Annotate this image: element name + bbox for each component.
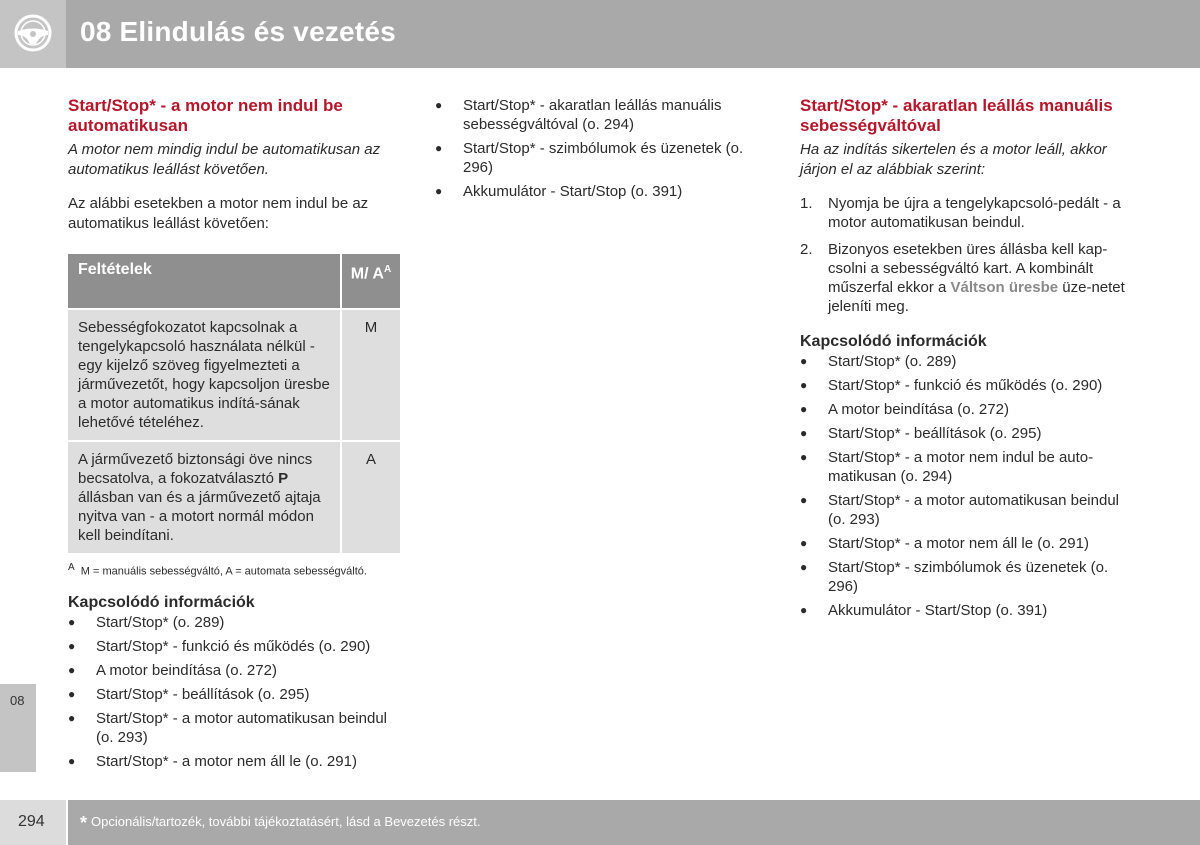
list-item[interactable]: ● Start/Stop* - funkció és működés (o. 290): [800, 376, 1140, 395]
section-heading-unintended-stop: Start/Stop* - akaratlan leállás manuális sebességváltóval: [800, 96, 1113, 135]
list-item[interactable]: ● A motor beindítása (o. 272): [800, 400, 1140, 419]
list-item[interactable]: ● Start/Stop* - akaratlan leállás manuális sebességváltóval (o. 294): [435, 96, 755, 134]
table-cell-value: M: [341, 309, 400, 441]
related-info-list: [800, 352, 1140, 620]
chapter-title: 08 Elindulás és vezetés: [80, 16, 396, 47]
column-left: [68, 96, 400, 776]
side-tab-label: 08: [10, 693, 25, 708]
table-cell-condition: Sebességfokozatot kapcsolnak a tengelykapcsoló használata nélkül - egy kijelző szöveg figyelmezteti a járművezetőt, hogy kapcsoljon üresbe a motor automatikus indítá-sának lehetővé tételéhez.: [68, 309, 341, 441]
section-intro: A motor nem mindig indul be automatikusan az automatikus leállást követően.: [68, 141, 381, 178]
list-item[interactable]: ● Start/Stop* - a motor automatikusan beindul (o. 293): [68, 709, 400, 747]
list-item[interactable]: ● Start/Stop* - funkció és működés (o. 290): [68, 637, 400, 656]
list-item[interactable]: ● Start/Stop* - szimbólumok és üzenetek (o. 296): [435, 139, 755, 177]
steering-wheel-icon: [14, 14, 52, 52]
column-right: [800, 96, 1140, 625]
display-message-text: Váltson üresbe: [950, 279, 1059, 296]
related-info-list-continued: [435, 96, 755, 201]
asterisk-marker: *: [80, 813, 88, 833]
related-info-list: [68, 613, 400, 771]
table-header-conditions: Feltételek: [68, 254, 341, 309]
section-heading-no-autostart: Start/Stop* - a motor nem indul be automatikusan: [68, 96, 343, 135]
page-header: [0, 0, 1200, 68]
table-footnote: $^A$ M = manuális sebességváltó, A = automata sebességváltó.: [68, 562, 367, 578]
list-item[interactable]: ● Start/Stop* - beállítások (o. 295): [800, 424, 1140, 443]
list-item[interactable]: ● Start/Stop* - a motor nem áll le (o. 291): [800, 534, 1140, 553]
table-row: [68, 309, 400, 441]
table-cell-condition: A járművezető biztonsági öve nincs becsatolva, a fokozatválasztó P állásban van és a járművezető ajtaja nyitva van - a motort normál módon kell beindítani.: [68, 441, 341, 553]
column-middle: [435, 96, 755, 206]
list-item[interactable]: ● Akkumulátor - Start/Stop (o. 391): [435, 182, 755, 201]
step-item: 2. Bizonyos esetekben üres állásba kell kap-csolni a sebességváltó kart. A kombinált műszerfal ekkor a Váltson üresbe üze-netet jeleníti meg.: [800, 241, 1125, 315]
page-number-box: [0, 800, 66, 845]
related-info-heading: Kapcsolódó információk: [68, 593, 255, 611]
steps-list: [800, 194, 1140, 316]
section-intro: Ha az indítás sikertelen és a motor leáll, akkor járjon el az alábbiak szerint:: [800, 141, 1107, 178]
step-item: 1. Nyomja be újra a tengelykapcsoló-pedált - a motor automatikusan beindul.: [800, 195, 1121, 231]
list-item[interactable]: ● Akkumulátor - Start/Stop (o. 391): [800, 601, 1140, 620]
related-info-heading: Kapcsolódó információk: [800, 333, 987, 350]
list-item[interactable]: ● Start/Stop* (o. 289): [800, 352, 1140, 371]
table-header-row: [68, 254, 400, 309]
table-cell-value: A: [341, 441, 400, 553]
section-body: Az alábbi esetekben a motor nem indul be az automatikus leállást követően:: [68, 195, 369, 232]
list-item[interactable]: ● Start/Stop* - a motor nem indul be auto-matikusan (o. 294): [800, 448, 1140, 486]
list-item[interactable]: ● Start/Stop* - a motor nem áll le (o. 291): [68, 752, 400, 771]
page-number: 294: [18, 813, 45, 830]
chapter-icon-box: [0, 0, 66, 68]
list-item[interactable]: ● Start/Stop* - szimbólumok és üzenetek (o. 296): [800, 558, 1140, 596]
footer-bar: [68, 800, 1200, 845]
footer-note: * Opcionális/tartozék, további tájékoztatásért, lásd a Bevezetés részt.: [80, 813, 481, 833]
list-item[interactable]: ● Start/Stop* (o. 289): [68, 613, 400, 632]
table-row: [68, 441, 400, 553]
list-item[interactable]: ● Start/Stop* - a motor automatikusan beindul (o. 293): [800, 491, 1140, 529]
table-header-ma: M/ $A^A$: [341, 254, 400, 309]
conditions-table: [68, 254, 400, 553]
chapter-side-tab: [0, 684, 36, 772]
footnote-marker: A: [383, 264, 392, 275]
list-item[interactable]: ● A motor beindítása (o. 272): [68, 661, 400, 680]
list-item[interactable]: ● Start/Stop* - beállítások (o. 295): [68, 685, 400, 704]
